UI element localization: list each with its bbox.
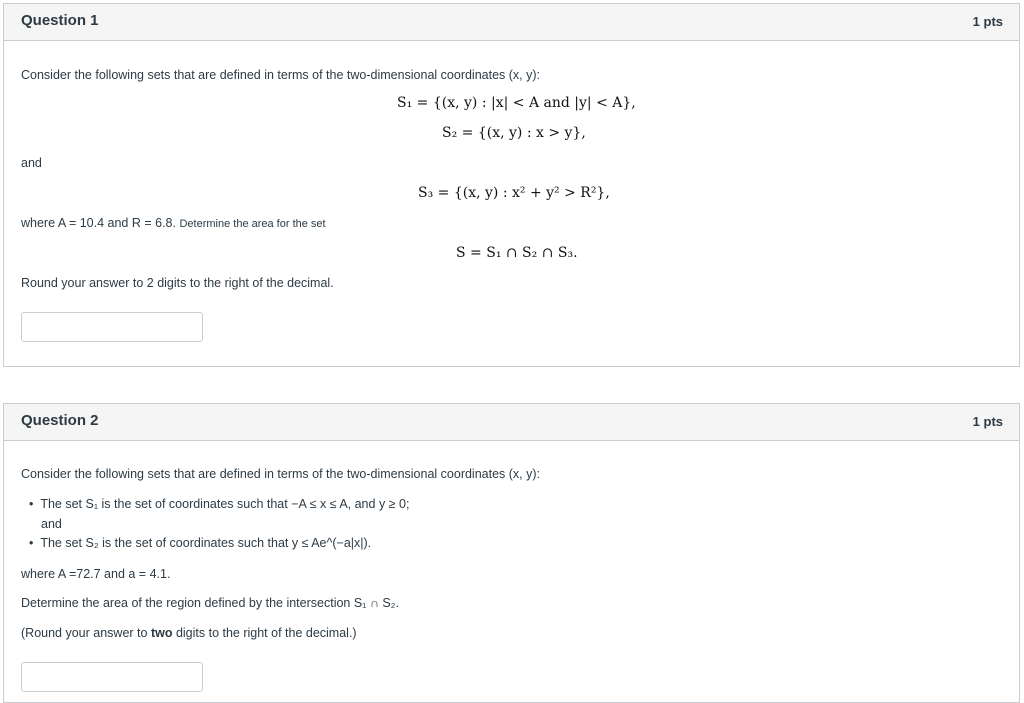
question-2-determine-text: Determine the area of the region defined by the intersection S₁ ∩ S₂. — [21, 596, 399, 610]
question-1-and: and — [21, 156, 42, 170]
question-1-header — [4, 4, 1019, 41]
question-2-card — [3, 403, 1020, 703]
question-2-round-post: digits to the right of the decimal.) — [172, 626, 357, 640]
question-2-and: and — [41, 517, 62, 531]
question-2-round-bold: two — [150, 626, 173, 640]
bullet-dot: • — [29, 497, 41, 511]
question-2-bullet-1-text: The set S₁ is the set of coordinates such that −A ≤ x ≤ A, and y ≥ 0; — [40, 497, 410, 511]
equation-s2: S₂ = {(x, y) : x > y}, — [442, 125, 586, 141]
question-2-round-text — [21, 626, 357, 640]
question-2-where: where A =72.7 and a = 4.1. — [21, 567, 171, 581]
question-2-bullet-2-text: The set S₂ is the set of coordinates such that y ≤ Ae^(−a|x|). — [40, 536, 372, 550]
question-2-answer-input[interactable] — [21, 662, 203, 692]
equation-s3: S₃ = {(x, y) : x² + y² > R²}, — [418, 185, 610, 201]
question-1-answer-input[interactable] — [21, 312, 203, 342]
question-2-header — [4, 404, 1019, 441]
question-1-intro — [21, 68, 540, 82]
question-2-bullet-1 — [29, 497, 409, 511]
question-2-points: 1 pts — [972, 414, 1003, 429]
question-2-round-pre: (Round your answer to — [21, 626, 151, 640]
question-2-title: Question 2 — [21, 412, 99, 429]
question-1-title: Question 1 — [21, 12, 99, 29]
question-1-round-text: Round your answer to 2 digits to the right of the decimal. — [21, 276, 334, 290]
question-1-points: 1 pts — [972, 14, 1003, 29]
question-1-where — [21, 216, 326, 230]
equation-s1: S₁ = {(x, y) : |x| < A and |y| < A}, — [397, 95, 636, 111]
bullet-dot: • — [29, 536, 41, 550]
question-1-where-text: where A = 10.4 and R = 6.8. — [21, 216, 176, 230]
question-1-intro-text: Consider the following sets that are defined in terms of the two-dimensional coordinates (x, y): — [21, 68, 541, 82]
question-1-card — [3, 3, 1020, 367]
equation-s: S = S₁ ∩ S₂ ∩ S₃. — [456, 245, 578, 261]
question-2-intro: Consider the following sets that are defined in terms of the two-dimensional coordinates (x, y): — [21, 467, 541, 481]
question-2-bullet-2 — [29, 536, 371, 550]
question-1-determine-text: Determine the area for the set — [179, 218, 326, 230]
